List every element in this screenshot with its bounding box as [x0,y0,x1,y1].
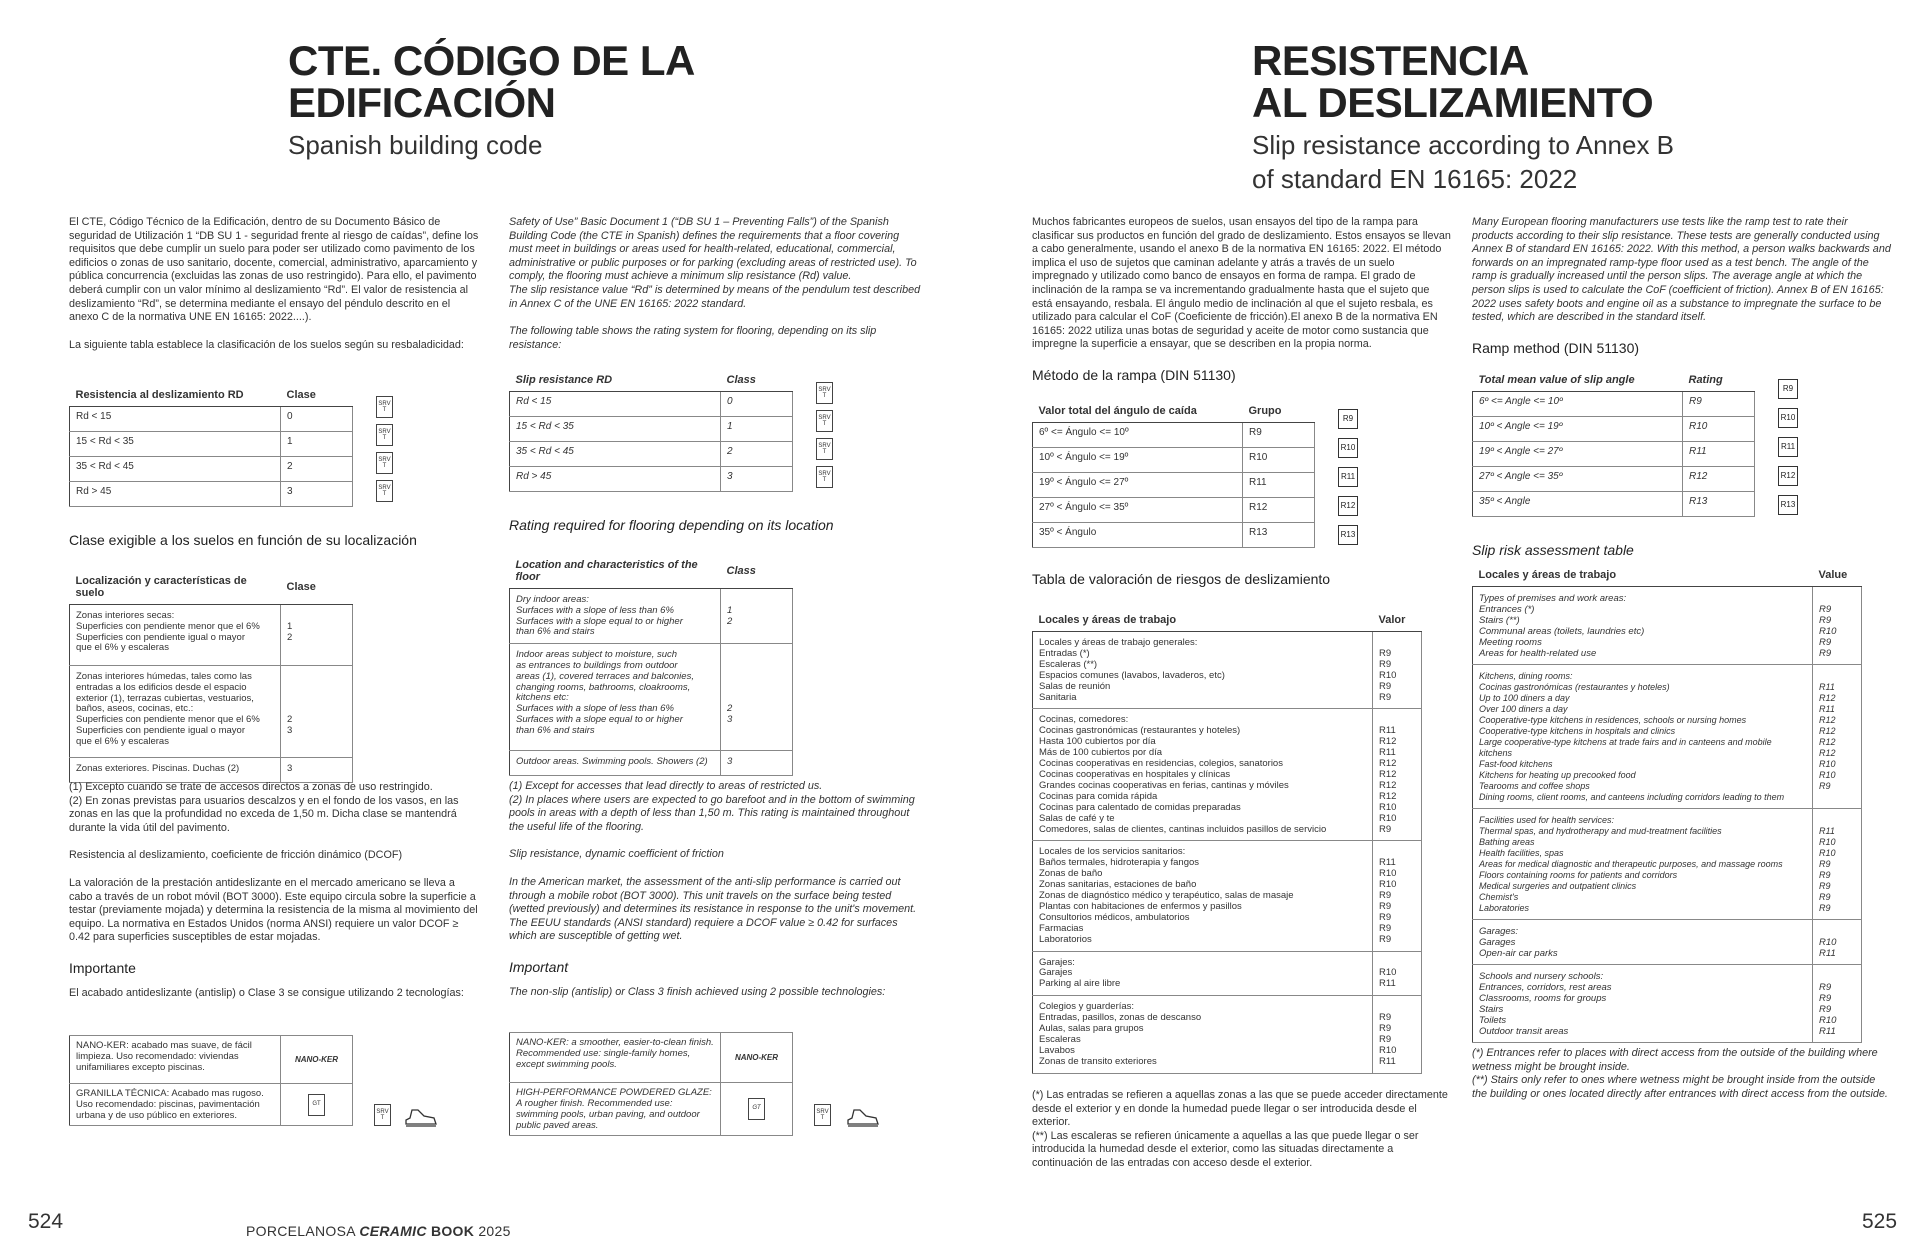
en-loc-table [509,556,793,776]
srv-icon: SRV T [376,424,393,446]
footer-brand [246,1223,511,1239]
r10-icon: R10 [1778,408,1798,428]
table-cell: Rd < 15 [70,407,281,432]
en-risk-header-1: Locales y áreas de trabajo [1473,566,1813,587]
table-cell: Colegios y guarderías: Entradas, pasillos, zonas de descanso Aulas, salas para grupos Escaleras Lavabos Zonas de transito exteriores [1033,996,1373,1073]
table-cell: R10 R11 [1373,951,1422,996]
en-risk-notes: (*) Entrances refer to places with direct access from the outside of the building where wetness might be brought inside. (**) Stairs only refer to ones where wetness might be brought inside from the outside the building or ones located directly after entrances with direct access from the outside. [1472,1047,1888,1100]
table-cell: Types of premises and work areas: Entrances (*) Stairs (**) Communal areas (toilets, laundries etc) Meeting rooms Areas for health-related use [1473,587,1813,665]
table-cell: 3 [721,467,793,492]
right-subtitle-line2: of standard EN 16165: 2022 [1252,164,1578,194]
r11-icon: R11 [1778,437,1798,457]
right-es-column [1032,216,1452,384]
table-cell: R9 [1683,392,1755,417]
es-risk-table [1032,611,1422,1074]
table-cell: Facilities used for health services: Thermal spas, and hydrotherapy and mud-treatment facilities Bathing areas Health facilities, spas Areas for medical diagnostic and therapeutic purposes, and massage rooms Floors containing rooms for patients and corridors Medical surgeries and outpatient clinics Chemist's Laboratories [1473,809,1813,920]
table-cell: 0 [281,407,353,432]
shoe-icon [846,1106,880,1128]
table-cell: R10 [1243,448,1315,473]
table-row [510,751,793,776]
table-cell: Rd > 45 [510,467,721,492]
en-rd-header-2: Class [721,371,793,392]
es-risk-header-2: Valor [1373,611,1422,632]
table-row [70,666,353,758]
en-intro: Safety of Use” Basic Document 1 (“DB SU 1 – Preventing Falls”) of the Spanish Building Code (the CTE in Spanish) defines the requirements that a floor covering must meet in buildings or areas used for health-related, educational, commercial, administrative or public purposes or for parking (excluding areas of restricted use). To comply, the flooring must achieve a minimum slip resistance (Rd) value. The slip resistance value “Rd” is determined by means of the pendulum test described in Annex C of the UNE EN 16165: 2022 standard. [509,216,921,310]
table-cell: HIGH-PERFORMANCE POWDERED GLAZE: A rougher finish. Recommended use: swimming pools, urban paving, and outdoor public paved areas. [510,1083,721,1136]
brand-ceramic: CERAMIC [359,1223,427,1239]
srv-icon: SRV T [816,438,833,460]
table-row [1033,448,1315,473]
en-ramp-intro: Many European flooring manufacturers use tests like the ramp test to rate their products according to their slip resistance. These tests are generally conducted using Annex B of standard EN 16165: 2022. With this method, a person walks backwards and forwards on an impregnated ramp-type floor used as a test bench. The angle of the ramp is gradually increased until the person slips. The average angle at which the person slips is used to calculate the CoF (coefficient of friction). Annex B of EN 16165: 2022 uses safety boots and engine oil as a substance to impregnate the surface to be tested, which are described in the standard itself. [1472,216,1891,324]
table-cell: 27º < Ángulo <= 35º [1033,498,1243,523]
r12-icon: R12 [1778,466,1798,486]
table-cell: 35 < Rd < 45 [510,442,721,467]
table-row [70,482,353,507]
table-row [1473,492,1755,517]
es-important-text: El acabado antideslizante (antislip) o Clase 3 se consigue utilizando 2 tecnologías: [69,986,464,999]
en-risk-table [1472,566,1862,1043]
table-cell: Garages: Garages Open-air car parks [1473,920,1813,965]
table-cell: 1 2 [721,589,793,644]
table-row [510,589,793,644]
table-row [510,1033,793,1083]
right-en-column [1472,216,1892,357]
table-cell: Dry indoor areas: Surfaces with a slope of less than 6% Surfaces with a slope equal to or higher than 6% and stairs [510,589,721,644]
table-row [70,1036,353,1084]
en-dcof-title: Slip resistance, dynamic coefficient of friction [509,848,724,861]
es-loc-title: Clase exigible a los suelos en función de su localización [69,532,417,548]
table-cell: R9 R9 R10 R9 R9 [1813,587,1862,665]
es-risk-header-1: Locales y áreas de trabajo [1033,611,1373,632]
table-cell: 35 < Rd < 45 [70,457,281,482]
table-row [1033,498,1315,523]
table-row [1473,587,1862,665]
table-row [510,442,793,467]
en-important: Important [509,958,569,975]
table-cell: 6º <= Angle <= 10º [1473,392,1683,417]
en-rd-table [509,371,793,492]
right-title [1252,37,1654,126]
table-cell: R13 [1243,523,1315,548]
table-cell: Zonas interiores húmedas, tales como las entradas a los edificios desde el espacio exterior (1), terrazas cubiertas, vestuarios, baños, aseos, cocinas, etc.: Superficies con pendiente menor que el 6% Superficies con pendiente igual o mayor que el 6% y escaleras [70,666,281,758]
table-cell: R12 [1243,498,1315,523]
table-row [510,392,793,417]
table-cell: Rd < 15 [510,392,721,417]
r-icon-group [1338,409,1358,545]
table-row [510,644,793,751]
table-cell: 35º < Ángulo [1033,523,1243,548]
table-row [510,417,793,442]
es-loc-header-2: Clase [281,572,353,605]
table-row [1033,632,1422,709]
table-cell: 27º < Angle <= 35º [1473,467,1683,492]
es-important: Importante [69,959,136,976]
table-cell: Locales de los servicios sanitarios: Baños termales, hidroterapia y fangos Zonas de baño Zonas sanitarias, estaciones de baño Zonas de diagnóstico médico y terapéutico, salas de masaje Plantas con habitaciones de enfermos y pasillos Consultorios médicos, ambulatorios Farmacias Laboratorios [1033,841,1373,951]
srv-icon-group [376,396,393,502]
table-row [1473,417,1755,442]
table-row [1473,920,1862,965]
table-cell: 35º < Angle [1473,492,1683,517]
es-dcof: La valoración de la prestación antideslizante en el mercado americano se lleva a cabo a través de un robot móvil (BOT 3000). Este equipo circula sobre la superficie a testar (previamente mojada) y determina la resistencia de la misma al movimiento del equipo. La normativa en Estados Unidos (norma ANSI) requiere un valor DCOF ≥ 0.42 para superficies susceptibles de estar mojadas. [69,876,478,944]
table-row [1473,467,1755,492]
table-cell: 3 [281,482,353,507]
nanoker-logo: NANO-KER [281,1036,353,1084]
brand-book: BOOK [426,1223,479,1239]
right-subtitle [1252,128,1674,196]
r12-icon: R12 [1338,496,1358,516]
table-row [70,605,353,666]
table-row [70,407,353,432]
es-rd-header-1: Resistencia al deslizamiento RD [70,386,281,407]
srv-icon: SRV T [376,452,393,474]
es-rd-table [69,386,353,507]
srv-icon: SRV T [376,396,393,418]
es-intro: El CTE, Código Técnico de la Edificación, dentro de su Documento Básico de seguridad de Utilización 1 “DB SU 1 - seguridad frente al riesgo de caídas”, define los requisitos que debe cumplir un suelo para poder ser utilizado como pavimento de los edificios o zonas de uso sanitario, docente, comercial, administrativo, aparcamiento y pública concurrencia (excluidas las zonas de uso restringido). Para ello, el pavimento deberá cumplir con un valor mínimo al deslizamiento “Rd”. El valor de resistencia al deslizamiento “Rd”, se determina mediante el ensayo del péndulo descrito en el anexo C de la normativa UNE EN 16165: 2022....). [69,216,479,324]
en-risk-title: Slip risk assessment table [1472,542,1634,558]
table-cell: R10 R11 [1813,920,1862,965]
table-row [1473,442,1755,467]
srv-icon: SRV T [816,410,833,432]
es-ramp-header-2: Grupo [1243,402,1315,423]
table-row [1033,951,1422,996]
en-rd-header-1: Slip resistance RD [510,371,721,392]
es-ramp-table [1032,402,1315,548]
es-notes: (1) Excepto cuando se trate de accesos directos a zonas de uso restringido. (2) En zonas previstas para usuarios descalzos y en el fondo de los vasos, en las zonas en las que la profundidad no exceda de 1,50 m. Dicha clase se mantendrá durante la vida útil del pavimento. [69,781,459,834]
en-loc-header-1: Location and characteristics of the floor [510,556,721,589]
table-cell: 2 3 [281,666,353,758]
en-important-text: The non-slip (antislip) or Class 3 finish achieved using 2 possible technologies: [509,985,886,998]
en-ramp-header-2: Rating [1683,371,1755,392]
left-title-line1: CTE. CÓDIGO DE LA [288,37,695,84]
left-title-line2: EDIFICACIÓN [288,79,556,126]
page-number-left: 524 [28,1210,64,1233]
table-row [510,467,793,492]
table-cell: R12 [1683,467,1755,492]
left-es-column [69,216,481,352]
table-cell: Indoor areas subject to moisture, such as entrances to buildings from outdoor areas (1), covered terraces and balconies, changing rooms, bathrooms, cloakrooms, kitchens etc: Surfaces with a slope of less than 6% Surfaces with a slope equal to or higher than 6% and stairs [510,644,721,751]
table-cell: Locales y áreas de trabajo generales: Entradas (*) Escaleras (**) Espacios comunes (lavabos, lavaderos, etc) Salas de reunión Sanitaria [1033,632,1373,709]
table-row [1473,665,1862,809]
table-row [1473,965,1862,1043]
es-loc-table [69,572,353,783]
en-dcof: In the American market, the assessment of the anti-slip performance is carried out through a mobile robot (BOT 3000). This unit travels on the surface being tested (wetted previously) and determines its resistance in response to the unit's movement. The EEUU standards (ANSI standard) requiere a DCOF value ≥ 0.42 for surfaces which are susceptible of getting wet. [509,875,917,943]
r13-icon: R13 [1338,525,1358,545]
table-cell: R9 R9 R9 R10 R11 [1813,965,1862,1043]
table-cell: 15 < Rd < 35 [70,432,281,457]
table-cell: 15 < Rd < 35 [510,417,721,442]
gt-icon: GT [308,1094,325,1116]
gt-cell [721,1083,793,1136]
table-cell: 19º < Ángulo <= 27º [1033,473,1243,498]
es-ramp-title: Método de la rampa (DIN 51130) [1032,366,1236,383]
en-loc-header-2: Class [721,556,793,589]
es-risk-title: Tabla de valoración de riesgos de deslizamiento [1032,571,1331,587]
table-cell: Rd > 45 [70,482,281,507]
en-ramp-table [1472,371,1755,517]
table-cell: R11 R10 R10 R9 R9 R9 R9 R9 [1373,841,1422,951]
left-en-column [509,216,921,352]
table-cell: 2 [721,442,793,467]
es-dcof-title: Resistencia al deslizamiento, coeficiente de fricción dinámico (DCOF) [69,849,403,862]
table-row [1033,841,1422,951]
table-cell: 3 [281,758,353,783]
table-cell: 1 2 [281,605,353,666]
table-cell: Schools and nursery schools: Entrances, corridors, rest areas Classrooms, rooms for groups Stairs Toilets Outdoor transit areas [1473,965,1813,1043]
gt-cell [281,1084,353,1126]
en-tech-table [509,1032,793,1136]
table-row [1033,523,1315,548]
table-cell: R11 R12 R11 R12 R12 R12 R12 R10 R10 R9 [1373,709,1422,841]
table-row [510,1083,793,1136]
left-es-bottom [69,781,481,1001]
table-cell: 19º < Angle <= 27º [1473,442,1683,467]
shoe-icon [404,1106,438,1128]
brand-year: 2025 [478,1223,511,1239]
table-row [1033,423,1315,448]
table-cell: R9 [1243,423,1315,448]
en-loc-title: Rating required for flooring depending on its location [509,517,834,533]
r10-icon: R10 [1338,438,1358,458]
table-row [70,432,353,457]
brand-name: PORCELANOSA [246,1223,360,1239]
es-ramp-intro: Muchos fabricantes europeos de suelos, usan ensayos del tipo de la rampa para clasificar sus productos en función del grado de deslizamiento. Estos ensayos se llevan a cabo generalmente, usando el anexo B de la normativa EN 16165: 2022. El método implica el uso de sujetos que caminan adelante y atrás a través de un suelo impregnado y utilizado como banco de ensayos en forma de rampa. El grado de inclinación de la rampa se va incrementando gradualmente hasta que el sujeto que está ensayando, resbala. El ángulo medio de inclinación al que el sujeto resbala, es utilizado para calcular el CoF (Coeficiente de fricción).El anexo B de la normativa EN 16165: 2022 utiliza unas botas de seguridad y aceite de motor como sustancia que impregne la superficie a ensayar, que se describen en la propia norma. [1032,216,1451,351]
srv-icon-group [816,382,833,488]
en-ramp-title: Ramp method (DIN 51130) [1472,339,1640,356]
table-cell: R11 R12 R11 R12 R12 R12 R12 R10 R10 R9 [1813,665,1862,809]
es-table-intro: La siguiente tabla establece la clasificación de los suelos según su resbaladicidad: [69,338,464,351]
table-cell: GRANILLA TÉCNICA: Acabado mas rugoso. Uso recomendado: piscinas, pavimentación urbana y de uso público en exteriores. [70,1084,281,1126]
table-cell: Zonas interiores secas: Superficies con pendiente menor que el 6% Superficies con pendiente igual o mayor que el 6% y escaleras [70,605,281,666]
table-cell: R9 R9 R9 R10 R11 [1373,996,1422,1073]
table-row [70,1084,353,1126]
r9-icon: R9 [1338,409,1358,429]
table-cell: R13 [1683,492,1755,517]
r-icon-group [1778,379,1798,515]
right-title-line1: RESISTENCIA [1252,37,1529,84]
es-ramp-header-1: Valor total del ángulo de caída [1033,402,1243,423]
table-row [1033,709,1422,841]
table-row [1033,473,1315,498]
table-cell: 2 3 [721,644,793,751]
left-title [288,37,695,126]
table-cell: 2 [281,457,353,482]
right-subtitle-line1: Slip resistance according to Annex B [1252,130,1675,160]
table-cell: 10º < Angle <= 19º [1473,417,1683,442]
es-rd-header-2: Clase [281,386,353,407]
srv-icon: SRV T [814,1104,831,1126]
r13-icon: R13 [1778,495,1798,515]
table-cell: Outdoor areas. Swimming pools. Showers (2) [510,751,721,776]
es-risk-notes: (*) Las entradas se refieren a aquellas zonas a las que se puede acceder directamente desde el exterior y en donde la humedad puede llegar o ser introducida desde el exterior. (**) Las escaleras se refieren únicamente a aquellas a las que puede llegar o ser introducida la humedad desde el exterior, como las situadas directamente a continuación de las entradas con acceso desde el exterior. [1032,1089,1448,1169]
en-risk-header-2: Value [1813,566,1862,587]
table-cell: Cocinas, comedores: Cocinas gastronómicas (restaurantes y hoteles) Hasta 100 cubiertos por día Más de 100 cubiertos por día Cocinas cooperativas en residencias, colegios, sanatorios Cocinas cooperativas en hospitales y clínicas Grandes cocinas cooperativas en ferias, cantinas y móviles Cocinas para comida rápida Cocinas para calentado de comidas preparadas Salas de café y te Comedores, salas de clientes, cantinas incluidos pasillos de servicio [1033,709,1373,841]
table-cell: R11 [1683,442,1755,467]
en-notes: (1) Except for accesses that lead directly to areas of restricted us. (2) In places where users are expected to go barefoot and in the bottom of swimming pools in areas with a depth of less than 1,50 m. This rating is maintained throughout the useful life of the flooring. [509,780,915,833]
table-row [70,758,353,783]
table-cell: 1 [281,432,353,457]
srv-icon: SRV T [816,382,833,404]
table-cell: R9 R9 R10 R9 R9 [1373,632,1422,709]
right-title-line2: AL DESLIZAMIENTO [1252,79,1654,126]
table-cell: Zonas exteriores. Piscinas. Duchas (2) [70,758,281,783]
table-cell: 0 [721,392,793,417]
left-en-bottom [509,780,921,1000]
nanoker-logo: NANO-KER [721,1033,793,1083]
table-cell: Kitchens, dining rooms: Cocinas gastronómicas (restaurantes y hoteles) Up to 100 diners a day Over 100 diners a day Cooperative-type kitchens in residences, schools or nursing homes Cooperative-type kitchens in hospitals and clinics Large cooperative-type kitchens at trade fairs and in canteens and mobile kitchens Fast-food kitchens Kitchens for heating up precooked food Tearooms and coffee shops Dining rooms, client rooms, and canteens including corridors leading to them [1473,665,1813,809]
es-tech-table [69,1035,353,1126]
gt-icon: GT [748,1098,765,1120]
table-cell: R11 [1243,473,1315,498]
table-cell: 1 [721,417,793,442]
table-row [70,457,353,482]
left-subtitle: Spanish building code [288,130,543,160]
table-cell: NANO-KER: acabado mas suave, de fácil limpieza. Uso recomendado: viviendas unifamiliares excepto piscinas. [70,1036,281,1084]
srv-icon: SRV T [376,480,393,502]
table-cell: R10 [1683,417,1755,442]
page-number-right: 525 [1862,1210,1898,1233]
table-row [1473,392,1755,417]
r9-icon: R9 [1778,379,1798,399]
table-cell: 10º < Ángulo <= 19º [1033,448,1243,473]
en-table-intro: The following table shows the rating system for flooring, depending on its slip resistance: [509,325,877,351]
srv-icon: SRV T [816,466,833,488]
table-cell: NANO-KER: a smoother, easier-to-clean finish. Recommended use: single-family homes, except swimming pools. [510,1033,721,1083]
table-cell: 3 [721,751,793,776]
table-cell: Garajes: Garajes Parking al aire libre [1033,951,1373,996]
srv-icon: SRV T [374,1104,391,1126]
table-cell: R11 R10 R10 R9 R9 R9 R9 R9 [1813,809,1862,920]
table-cell: 6º <= Ángulo <= 10º [1033,423,1243,448]
es-loc-header-1: Localización y características de suelo [70,572,281,605]
table-row [1033,996,1422,1073]
en-ramp-header-1: Total mean value of slip angle [1473,371,1683,392]
table-row [1473,809,1862,920]
r11-icon: R11 [1338,467,1358,487]
